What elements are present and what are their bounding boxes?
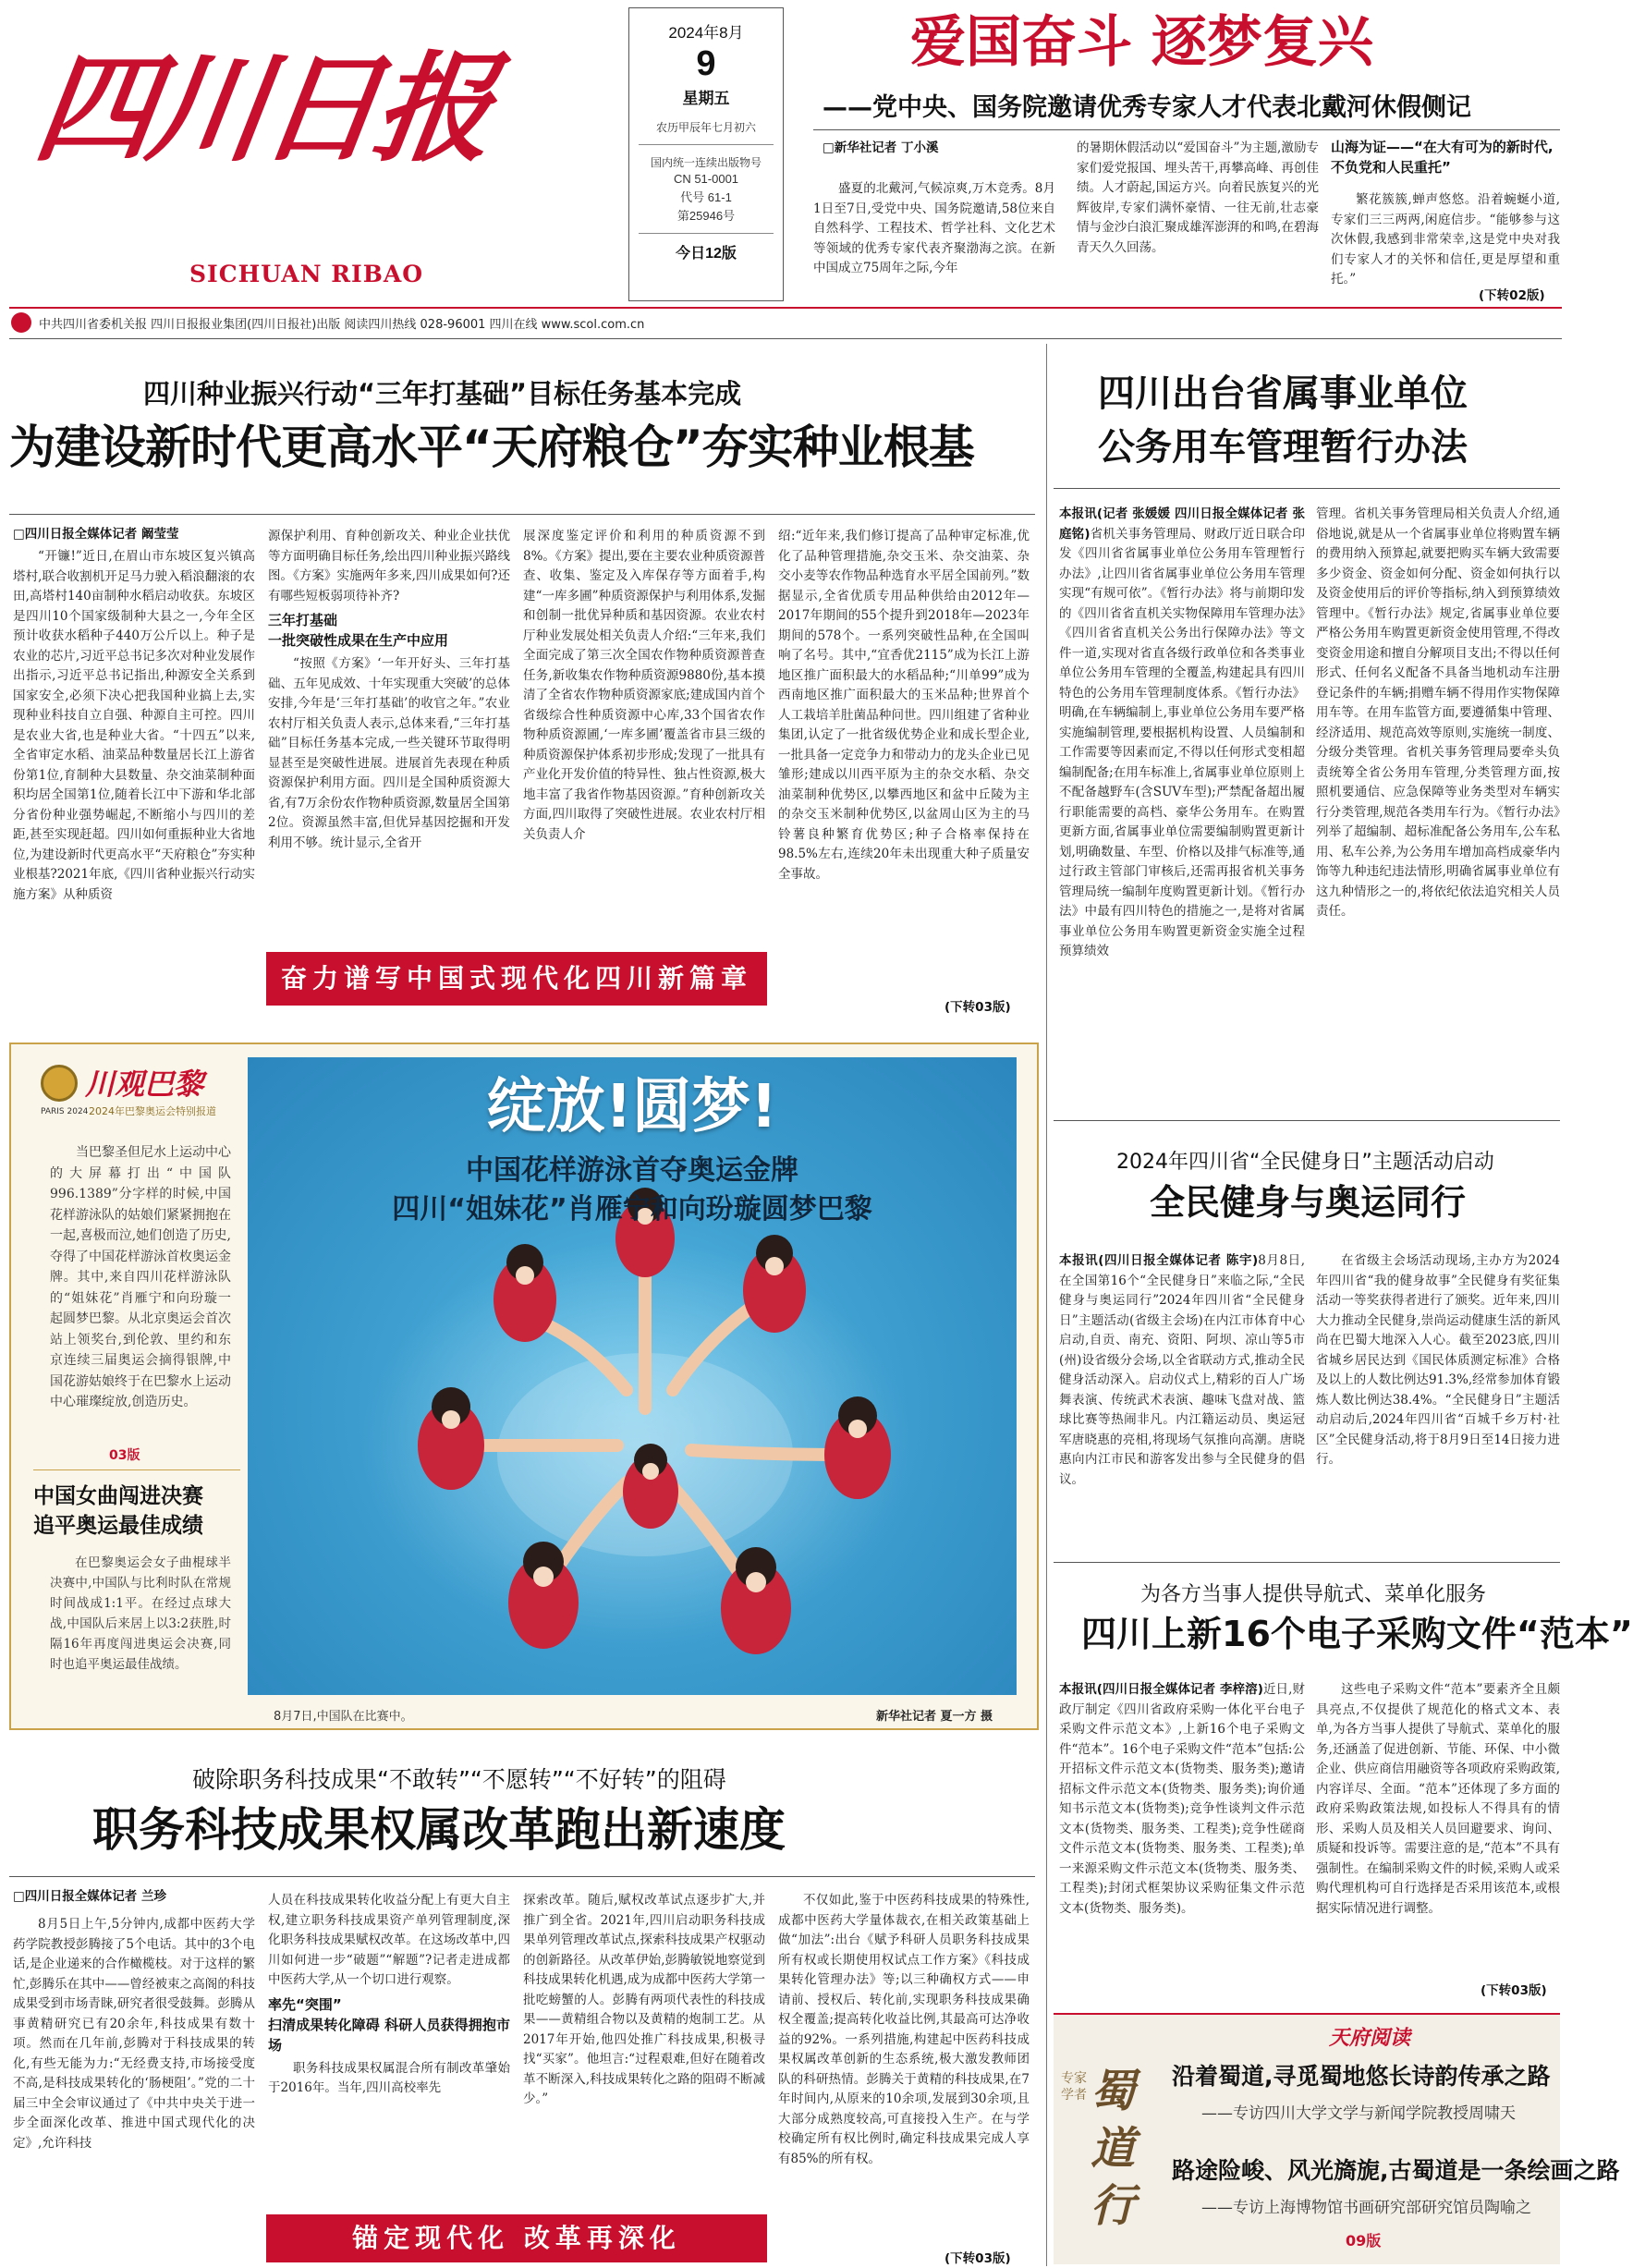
seed-byline: □四川日报全媒体记者 阚莹莹	[13, 527, 179, 542]
date-weekday: 星期五	[682, 90, 730, 107]
procurement-kicker: 为各方当事人提供导航式、菜单化服务	[1140, 1583, 1487, 1606]
olympics-poem-page: 03版	[109, 1448, 140, 1463]
fitness-title: 全民健身与奥运同行	[1150, 1182, 1467, 1223]
photo-headline: 绽放!圆梦!	[486, 1073, 778, 1141]
car-col1: 本报讯(记者 张媛媛 四川日报全媒体记者 张庭铭)省机关事务管理局、财政厅近日联合印发《四川省省属事业单位公务用车管理暂行办法》,让四川省省属事业单位公务用车管理实现“有规可依”。《暂行办法》将与前期印发的《四川省省直机关实物保障用车管理办法》《四川省省直机关公务出行保障办法》等文件一道,实现对省直各级行政单位和各类事业单位公务用车管理的全覆盖,构建起具有四川特色的公务用车管理制度体系。《暂行办法》明确,在车辆编制上,事业单位公务用车要严格实施编制管理,要根据机构设置、人员编制和工作需要等因素而定,不得以任何形式变相超编制配备;在用车标准上,省属事业单位原则上不配备越野车(含SUV车型);严禁配备超出履行职能需要的高档、豪华公务用车。在购置更新方面,省属事业单位需要编制购置更新计划,明确数量、车型、价格以及排气标准等,通过行政主管部门审核后,还需再报省机关事务管理局统一编制年度购置更新计划。《暂行办法》中最有四川特色的措施之一,是将对省属事业单位公务用车购置更新资金实施全过程预算绩效	[1059, 506, 1306, 958]
page-count: 今日12版	[676, 246, 737, 262]
seed-subhead1: 三年打基础	[268, 612, 338, 628]
procurement-byline: 本报讯(四川日报全媒体记者 李梓溶)	[1059, 1682, 1263, 1697]
seed-jump: (下转03版)	[944, 1000, 1011, 1015]
sci-col4: 不仅如此,鉴于中医药科技成果的特殊性,成都中医药大学量体裁衣,在相关政策基础上做“加法”:出台《赋予科研人员职务科技成果所有权或长期使用权试点工作方案》《科技成果转化管理办法》等;以三种确权方式——申请前、授权后、转化前,实现职务科技成果确权全覆盖;提高转化收益比例,其最高可达净收益的92%。一系列措施,构建起中医药科技成果权属改革创新的生态系统,极大激发教师团队的科研热情。彭腾关于黄精的科技成果,在7年时间内,从原来的10余项,发展到30余项,且大部分成熟度较高,可直接投入生产。在与学校确定所有权比例时,确定科技成果完成人享有85%的所有权。	[778, 1893, 1030, 2166]
hockey-title1: 中国女曲闯进决赛	[33, 1484, 203, 1508]
culture-page: 09版	[1346, 2232, 1382, 2250]
sci-banner: 锚定现代化 改革再深化	[266, 2214, 767, 2262]
postal-code: 代号 61-1	[680, 190, 732, 204]
top-story-byline: □新华社记者 丁小溪	[823, 140, 939, 155]
seed-kicker: 四川种业振兴行动“三年打基础”目标任务基本完成	[143, 378, 742, 409]
hockey-title2: 追平奥运最佳成绩	[33, 1514, 203, 1538]
masthead-romanized: SICHUAN RIBAO	[189, 261, 424, 287]
culture-title2: 路途险峻、风光旖旎,古蜀道是一条绘画之路	[1172, 2157, 1620, 2184]
car-col2: 管理。省机关事务管理局相关负责人介绍,通俗地说,就是从一个省属事业单位将购置车辆的费用纳入预算起,就要把购买车辆大致需要多少资金、资金如何分配、资金如何执行以及资金使用后的评价等指标,纳入到预算绩效管理中。《暂行办法》规定,省属事业单位要严格公务用车购置更新资金使用管理,不得改变资金用途和擅自分解项目支出;不得以任何形式、任何名义配备不具备当地机动车注册登记条件的车辆;捐赠车辆不得用作实物保障用车等。在用车监管方面,要遵循集中管理、经济适用、规范高效等原则,实施统一制度、分级分类管理。省机关事务管理局要牵头负责统筹全省公务用车管理,分类管理方面,按照机要通信、应急保障等业务类型对车辆实行分类管理,规范各类用车行为。《暂行办法》列举了超编制、超标准配备公务用车,公车私用、私车公养,为公务用车增加高档成豪华内饰等九种违纪违法情形,明确省属事业单位有这九种情形之一的,将依纪依法追究相关人员责任。	[1316, 506, 1560, 919]
car-title-line1: 四川出台省属事业单位	[1098, 372, 1468, 415]
top-story-subtitle: ——党中央、国务院邀请优秀专家人才代表北戴河休假侧记	[823, 93, 1471, 122]
paris-tag: PARIS 2024	[41, 1107, 89, 1116]
sci-title: 职务科技成果权属改革跑出新速度	[92, 1803, 786, 1857]
top-story-col3: 繁花簇簇,蝉声悠悠。沿着蜿蜒小道,专家们三三两两,闲庭信步。“能够参与这次休假,我感到非常荣幸,这是党中央对我们专家人才的关怀和信任,更是厚望和重托。”	[1331, 192, 1560, 287]
sci-byline: □四川日报全媒体记者 兰珍	[13, 1889, 166, 1904]
car-title-line2: 公务用车管理暂行办法	[1098, 426, 1468, 469]
seed-col3: 展深度鉴定评价和利用的种质资源不到8%。《方案》提出,要在主要农业种质资源普查、收集、鉴定及入库保存等方面着手,构建“一库多圃”种质资源保护与利用体系,发掘和创制一批优异种质和基因资源。农业农村厅种业发展处相关负责人介绍:“三年来,我们全面完成了第三次全国农作物种质资源普查任务,新收集农作物种质资源9880份,基本摸清了全省农作物种质资源家底;建成国内首个省级综合性种质资源中心库,33个国省农作物种质资源圃,‘一库多圃’覆盖省市县三级的种质资源保护体系初步形成;发现了一批具有产业化开发价值的特异性、独占性资源,极大地丰富了我省作物基因资源。”育种创新攻关方面,四川取得了突破性进展。农业农村厅相关负责人介	[523, 529, 765, 842]
seed-col1: “开镰!”近日,在眉山市东坡区复兴镇高塔村,联合收割机开足马力驶入稻浪翻滚的农田,高塔村140亩制种水稻启动收获。东坡区是四川10个国家级制种大县之一,今年全区预计收获水稻种子440万公斤以上。种子是农业的芯片,习近平总书记多次对种业发展作出指示,习近平总书记指出,种源安全关系到国家安全,必须下决心把我国种业搞上去,实现种业科技自立自强、种源自主可控。四川是农业大省,也是种业大省。“十四五”以来,全省审定水稻、油菜品种数量居长江上游省份第1位,育制种大县数量、杂交油菜制种面积均居全国第1位,随着长江中下游和华北部分省份种业强势崛起,不断缩小与四川的差距,甚至实现赶超。四川如何重振种业大省地位,为建设新时代更高水平“天府粮仓”夯实种业根基?2021年底,《四川省种业振兴行动实施方案》从种质资	[13, 549, 255, 902]
dateline-box	[628, 7, 784, 301]
sci-subhead1: 率先“突围”	[268, 1995, 342, 2013]
procurement-title: 四川上新16个电子采购文件“范本”	[1081, 1614, 1633, 1654]
olympics-poem: 当巴黎圣但尼水上运动中心的大屏幕打出“中国队996.1389”分字样的时候,中国花样游泳队的姑娘们紧紧拥抱在一起,喜极而泣,她们创造了历史,夺得了中国花样游泳首枚奥运金牌。其中,来自四川花样游泳队的“姐妹花”肖雁宁和向玢璇一起圆梦巴黎。从北京奥运会首次站上领奖台,到伦敦、里约和东京连续三届奥运会摘得银牌,中国花游姑娘终于在巴黎水上运动中心璀璨绽放,创造历史。	[50, 1145, 231, 1409]
masthead-logo: 四川日报	[27, 40, 498, 178]
car-byline: 本报讯(记者 张媛媛 四川日报全媒体记者 张庭铭)	[1059, 506, 1305, 542]
sci-col2: 人员在科技成果转化收益分配上有更大自主权,建立职务科技成果资产单列管理制度,深化职务科技成果赋权改革。在这场改革中,四川如何进一步“破题”“解题”?记者走进成都中医药大学,从一个切口进行观察。 率先“突围” 扫清成果转化障碍 科研人员获得拥抱市场 职务科技成果权属混合所有制改革肇始于2016年。当年,四川高校率先	[268, 1893, 510, 2095]
procurement-col1: 本报讯(四川日报全媒体记者 李梓溶)近日,财政厅制定《四川省政府采购一体化平台电子采购文件示范文本》,上新16个电子采购文件“范本”。16个电子采购文件“范本”包括:公开招标文件示范文本(货物类、服务类);邀请招标文件示范文本(货物类、服务类);询价通知书示范文本(货物类);竞争性谈判文件示范文本(货物类、服务类、工程类);竞争性磋商文件示范文本(货物类、服务类、工程类);单一来源采购文件示范文本(货物类、服务类、工程类);封闭式框架协议采购征集文件示范文本(货物类、服务类)。	[1059, 1682, 1305, 1916]
issue-number: 第25946号	[676, 209, 736, 223]
date-day: 9	[696, 44, 716, 83]
cn-number: CN 51-0001	[673, 172, 739, 186]
date-lunar: 农历甲辰年七月初六	[655, 121, 756, 134]
photo-caption: 8月7日,中国队在比赛中。	[274, 1710, 413, 1724]
seed-col4: 绍:“近年来,我们修订提高了品种审定标准,优化了品种管理措施,杂交玉米、杂交油菜、杂交小麦等农作物品种选育水平居全国前列。”数据显示,全省优质专用品种供给由2012年—2017年期间的55个提升到2018年—2023年期间的578个。一系列突破性品种,在全国叫响了名号。其中,“宜香优2115”成为长江上游地区推广面积最大的水稻品种;“川单99”成为西南地区推广面积最大的玉米品种;世界首个人工栽培羊肚菌品种问世。四川组建了省种业集团,认定了一批省级优势企业和成长型企业,一批具备一定竞争力和带动力的龙头企业已见雏形;建成以川西平原为主的杂交水稻、杂交油菜制种优势区,以攀西地区和盆中丘陵为主的杂交玉米制种优势区,以盆周山区为主的马铃薯良种繁育优势区;种子合格率保持在98.5%左右,连续20年未出现重大种子质量安全事故。	[778, 529, 1030, 882]
fitness-col2: 在省级主会场活动现场,主办方为2024年四川省“我的健身故事”全民健身有奖征集活动一等奖获得者进行了颁奖。近年来,四川大力推动全民健身,崇尚运动健康生活的新风尚在巴蜀大地深入人心。截至2023底,四川省城乡居民达到《国民体质测定标准》合格及以上的人数比例达91.3%,经常参加体育锻炼人数比例达38.4%。“全民健身日”主题活动启动后,2024年四川省“百城千乡万村·社区”全民健身活动,将于8月9日至14日接力进行。	[1316, 1253, 1560, 1467]
seed-title: 为建设新时代更高水平“天府粮仓”夯实种业根基	[9, 421, 974, 474]
top-story-col3-head: 山海为证——“在大有可为的新时代,不负党和人民重托”	[1331, 139, 1554, 176]
masthead-footer: 中共四川省委机关报 四川日报报业集团(四川日报社)出版 阅读四川热线 028-96001 四川在线 www.scol.com.cn	[39, 318, 645, 332]
sci-col1: 8月5日上午,5分钟内,成都中医药大学药学院教授彭腾接了5个电话。其中的3个电话,是企业递来的合作橄榄枝。对于这样的繁忙,彭腾乐在其中——曾经被束之高阁的科技成果受到市场青睐,研究者很受鼓舞。彭腾从事黄精研究已有20余年,科技成果有数十项。然而在几年前,彭腾对于科技成果的转化,有些无能为力:“无经费支持,市场接受度不高,是科技成果转化的‘肠梗阻’。”党的二十届三中全会审议通过了《中共中央关于进一步全面深化改革、推进中国式现代化的决定》,允许科技	[13, 1917, 255, 2151]
photo-sub2: 四川“姐妹花”肖雁宁和向玢璇圆梦巴黎	[392, 1193, 872, 1225]
serial-label: 国内统一连续出版物号	[650, 156, 762, 169]
seed-banner: 奋力谱写中国式现代化四川新篇章	[266, 952, 767, 1006]
culture-sub2: ——专访上海博物馆书画研究部研究馆员陶喻之	[1201, 2199, 1531, 2217]
fitness-col1: 本报讯(四川日报全媒体记者 陈宇)8月8日,在全国第16个“全民健身日”来临之际,“全民健身与奥运同行”2024年四川省“全民健身日”主题活动(省级主会场)在内江市体育中心启动,自贡、南充、资阳、阿坝、凉山等5市(州)设省级分会场,以全省联动方式,推动全民健身活动深入。启动仪式上,精彩的百人广场舞表演、传统武术表演、趣味飞盘对战、篮球比赛等热闹非凡。内江籍运动员、奥运冠军唐晓惠的亮相,将现场气氛推向高潮。唐晓惠向内江市民和游客发出参与全民健身的倡议。	[1059, 1253, 1305, 1487]
hockey-text: 在巴黎奥运会女子曲棍球半决赛中,中国队与比利时队在常规时间战成1:1平。在经过点球大战,中国队后来居上以3:2获胜,时隔16年再度闯进奥运会决赛,同时也追平奥运最佳战绩。	[50, 1555, 231, 1672]
procurement-col2: 这些电子采购文件“范本”要素齐全且颇具亮点,不仅提供了规范化的格式文本、表单,为各方当事人提供了导航式、菜单化的服务,还涵盖了促进创新、节能、环保、中小微企业、供应商信用融资等各项政府采购政策,内容详尽、全面。“范本”还体现了多方面的政府采购政策法规,如投标人不得具有的情形、采购人员及相关人员回避要求、询问、质疑和投诉等。需要注意的是,“范本”不具有强制性。在编制采购文件的时候,采购人或采购代理机构可自行选择是否采用该范本,或根据实际情况进行调整。	[1316, 1682, 1560, 1916]
top-story-col2: 的暑期休假活动以“爱国奋斗”为主题,激励专家们爱党报国、埋头苦干,再攀高峰、再创佳绩。人才蔚起,国运方兴。向着民族复兴的光辉彼岸,专家们满怀豪情、一往无前,壮志豪情与金沙白浪汇聚成雄浑澎湃的和鸣,在碧海青天久久回荡。	[1077, 140, 1319, 255]
photo-credit: 新华社记者 夏一方 摄	[876, 1710, 993, 1724]
sci-subhead2: 扫清成果转化障碍 科研人员获得拥抱市场	[268, 2016, 510, 2054]
procurement-jump: (下转03版)	[1481, 1983, 1547, 1998]
sci-jump: (下转03版)	[944, 2251, 1011, 2266]
culture-side-big: 蜀道行	[1091, 2066, 1136, 2232]
top-story-col1: 盛夏的北戴河,气候凉爽,万木竞秀。8月1日至7日,受党中央、国务院邀请,58位来自自然科学、工程技术、哲学社科、文化艺术等领域的优秀专家代表齐聚渤海之滨。在新中国成立75周年之际,今年	[813, 181, 1055, 275]
seed-subhead2: 一批突破性成果在生产中应用	[268, 632, 449, 649]
culture-sub1: ——专访四川大学文学与新闻学院教授周啸天	[1201, 2104, 1516, 2123]
culture-title1: 沿着蜀道,寻觅蜀地悠长诗韵传承之路	[1172, 2063, 1551, 2090]
sci-col3: 探索改革。随后,赋权改革试点逐步扩大,并推广到全省。2021年,四川启动职务科技成果单列管理改革试点,探索科技成果产权驱动的创新路径。从改革伊始,彭腾敏锐地察觉到科技成果转化机遇,成为成都中医药大学第一批吃螃蟹的人。彭腾有两项代表性的科技成果——黄精组合物以及黄精的炮制工艺。从2017年开始,他四处推广科技成果,积极寻找“买家”。他坦言:“过程艰难,但好在随着改革不断深入,科技成果转化之路的阻碍不断减少。”	[523, 1893, 765, 2106]
masthead-footer-icon	[11, 312, 31, 333]
top-story-title: 爱国奋斗 逐梦复兴	[910, 10, 1373, 75]
seed-col2: 源保护利用、育种创新攻关、种业企业扶优等方面明确目标任务,绘出四川种业振兴路线图。《方案》实施两年多来,四川成果如何?还有哪些短板弱项待补齐? 三年打基础 一批突破性成果在生产中应用 “按照《方案》‘一年开好头、三年打基础、五年见成效、十年实现重大突破’的总体安排,今年是‘三年打基础’的收官之年。”农业农村厅相关负责人表示,总体来看,“三年打基础”目标任务基本完成,一些关键环节取得明显甚至是突破性进展。进展首先表现在种质资源保护利用方面。四川是全国种质资源大省,有7万余份农作物种质资源,数量居全国第2位。资源虽然丰富,但优异基因挖掘和开发利用不够。统计显示,全省开	[268, 529, 510, 850]
fitness-kicker: 2024年四川省“全民健身日”主题活动启动	[1116, 1151, 1494, 1174]
fitness-byline: 本报讯(四川日报全媒体记者 陈宇)	[1059, 1253, 1259, 1268]
date-year-month: 2024年8月	[668, 24, 744, 42]
olympics-column-name: 川观巴黎	[85, 1067, 204, 1102]
photo-sub1: 中国花样游泳首夺奥运金牌	[466, 1154, 798, 1187]
olympics-column-sub: 2024年巴黎奥运会特别报道	[89, 1105, 216, 1117]
olympic-medal-icon	[41, 1065, 78, 1102]
sci-kicker: 破除职务科技成果“不敢转”“不愿转”“不好转”的阻碍	[192, 1766, 726, 1793]
culture-side-tag: 专家学者	[1061, 2071, 1087, 2103]
culture-column-name: 天府阅读	[1329, 2026, 1411, 2050]
olympics-column-badge	[41, 1061, 240, 1126]
top-story-jump: (下转02版)	[1479, 288, 1545, 303]
synchro-swim-photo	[248, 1057, 1017, 1695]
